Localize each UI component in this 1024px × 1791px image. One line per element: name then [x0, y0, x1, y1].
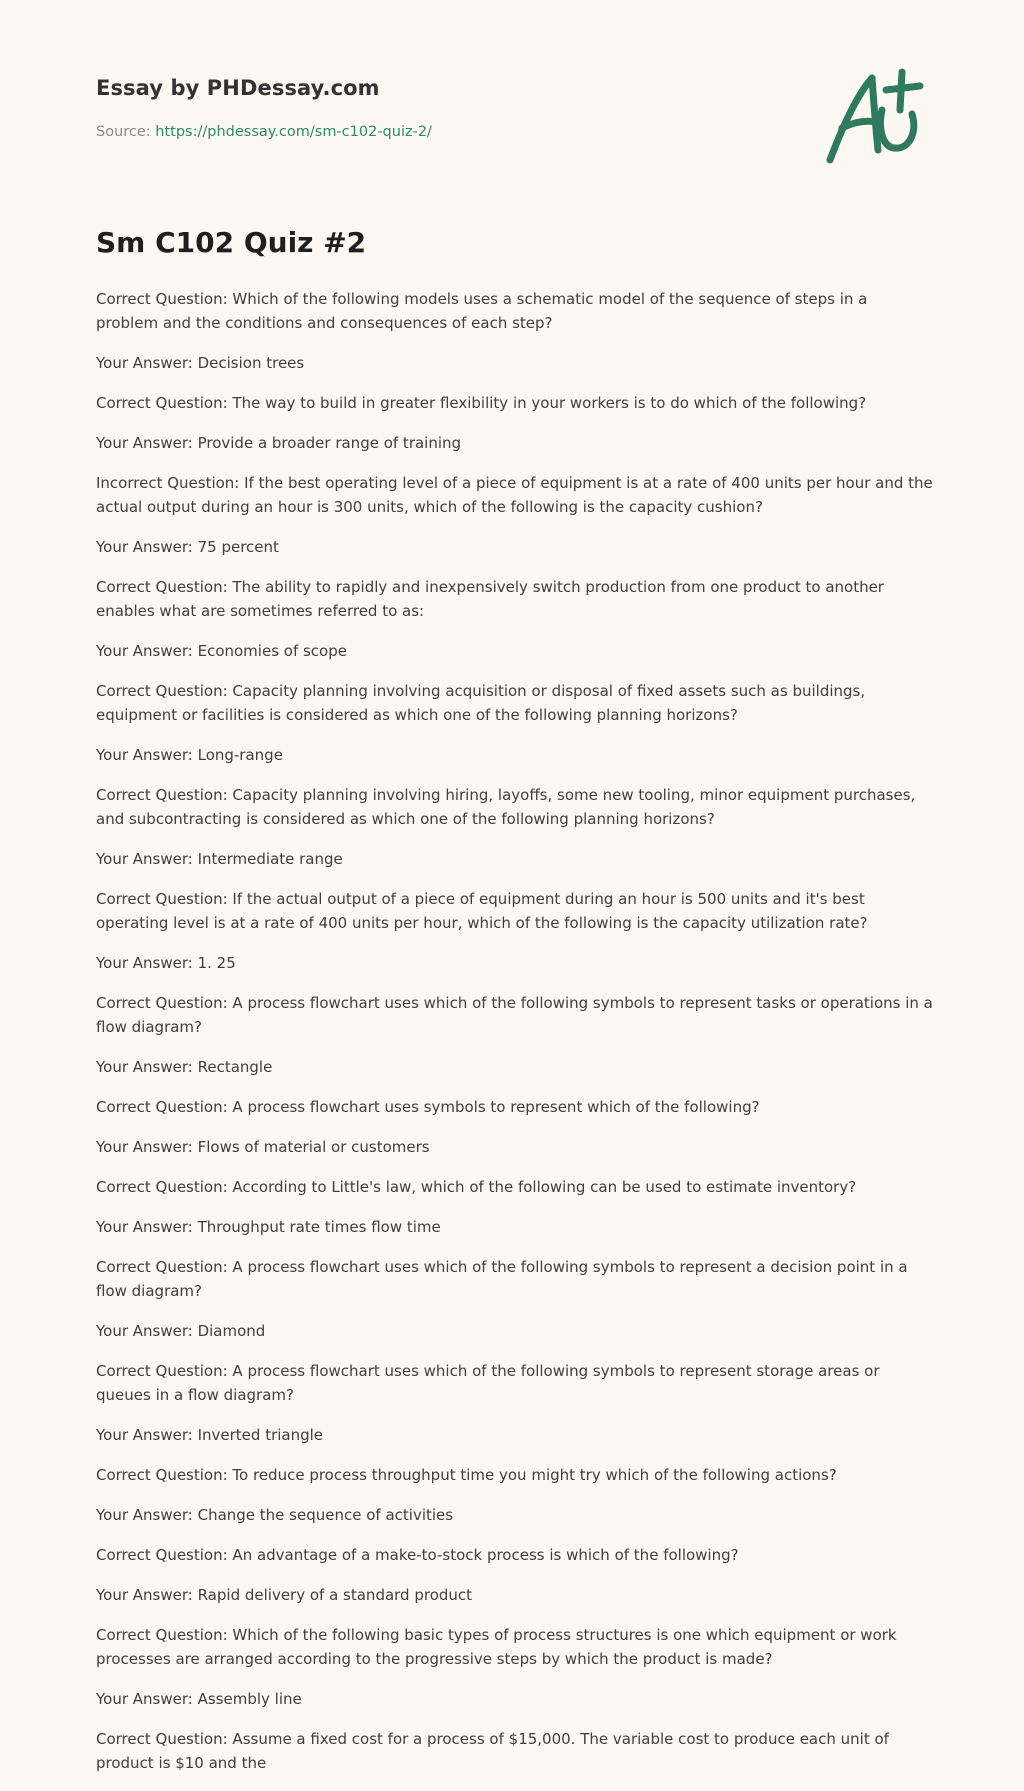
question-text: Correct Question: The way to build in greater flexibility in your workers is to do which of the following? [96, 394, 867, 412]
essay-title: Sm C102 Quiz #2 [96, 226, 367, 259]
question-text: Correct Question: Which of the following models uses a schematic model of the sequence of steps in a problem and the conditions and consequences of each step? [96, 290, 868, 332]
answer-text: Your Answer: 1. 25 [96, 954, 236, 972]
question-text: Correct Question: Which of the following basic types of process structures is one which equipment or work processes are arranged according to the progressive steps by which the product is made? [96, 1626, 897, 1668]
answer-text: Your Answer: Flows of material or customers [96, 1138, 430, 1156]
question-text: Correct Question: To reduce process throughput time you might try which of the following actions? [96, 1466, 837, 1484]
question-text: Correct Question: Assume a fixed cost for a process of $15,000. The variable cost to produce each unit of product is $10 and the [96, 1730, 889, 1772]
source-link[interactable]: https://phdessay.com/sm-c102-quiz-2/ [155, 124, 432, 140]
question-text: Correct Question: A process flowchart uses which of the following symbols to represent tasks or operations in a flow diagram? [96, 994, 933, 1036]
question-text: Incorrect Question: If the best operating level of a piece of equipment is at a rate of 400 units per hour and the actual output during an hour is 300 units, which of the following is the capacity cushion? [96, 474, 933, 516]
question-text: Correct Question: A process flowchart uses which of the following symbols to represent storage areas or queues in a flow diagram? [96, 1362, 880, 1404]
question-text: Correct Question: If the actual output of a piece of equipment during an hour is 500 units and it's best operating level is at a rate of 400 units per hour, which of the following is the capacity utilization rate? [96, 890, 868, 932]
question-text: Correct Question: Capacity planning involving hiring, layoffs, some new tooling, minor equipment purchases, and subcontracting is considered as which one of the following planning horizons? [96, 786, 916, 828]
answer-text: Your Answer: Throughput rate times flow time [96, 1218, 441, 1236]
source-line [96, 124, 432, 140]
answer-text: Your Answer: Change the sequence of activities [96, 1506, 454, 1524]
answer-text: Your Answer: Provide a broader range of training [96, 434, 462, 452]
answer-text: Your Answer: Assembly line [96, 1690, 302, 1708]
answer-text: Your Answer: 75 percent [96, 538, 279, 556]
question-text: Correct Question: The ability to rapidly and inexpensively switch production from one product to another enables what are sometimes referred to as: [96, 578, 884, 620]
question-text: Correct Question: According to Little's law, which of the following can be used to estimate inventory? [96, 1178, 857, 1196]
answer-text: Your Answer: Decision trees [96, 354, 305, 372]
a-plus-logo-icon [820, 66, 930, 170]
site-title: Essay by PHDessay.com [96, 76, 380, 100]
answer-text: Your Answer: Rectangle [96, 1058, 273, 1076]
answer-text: Your Answer: Inverted triangle [96, 1426, 324, 1444]
answer-text: Your Answer: Long-range [96, 746, 283, 764]
answer-text: Your Answer: Economies of scope [96, 642, 347, 660]
question-text: Correct Question: A process flowchart uses symbols to represent which of the following? [96, 1098, 760, 1116]
answer-text: Your Answer: Diamond [96, 1322, 266, 1340]
source-label: Source: [96, 124, 151, 140]
answer-text: Your Answer: Intermediate range [96, 850, 343, 868]
answer-text: Your Answer: Rapid delivery of a standard product [96, 1586, 473, 1604]
essay-body [96, 287, 934, 1791]
question-text: Correct Question: Capacity planning involving acquisition or disposal of fixed assets such as buildings, equipment or facilities is considered as which one of the following planning horizons? [96, 682, 866, 724]
question-text: Correct Question: A process flowchart uses which of the following symbols to represent a decision point in a flow diagram? [96, 1258, 908, 1300]
question-text: Correct Question: An advantage of a make-to-stock process is which of the following? [96, 1546, 739, 1564]
